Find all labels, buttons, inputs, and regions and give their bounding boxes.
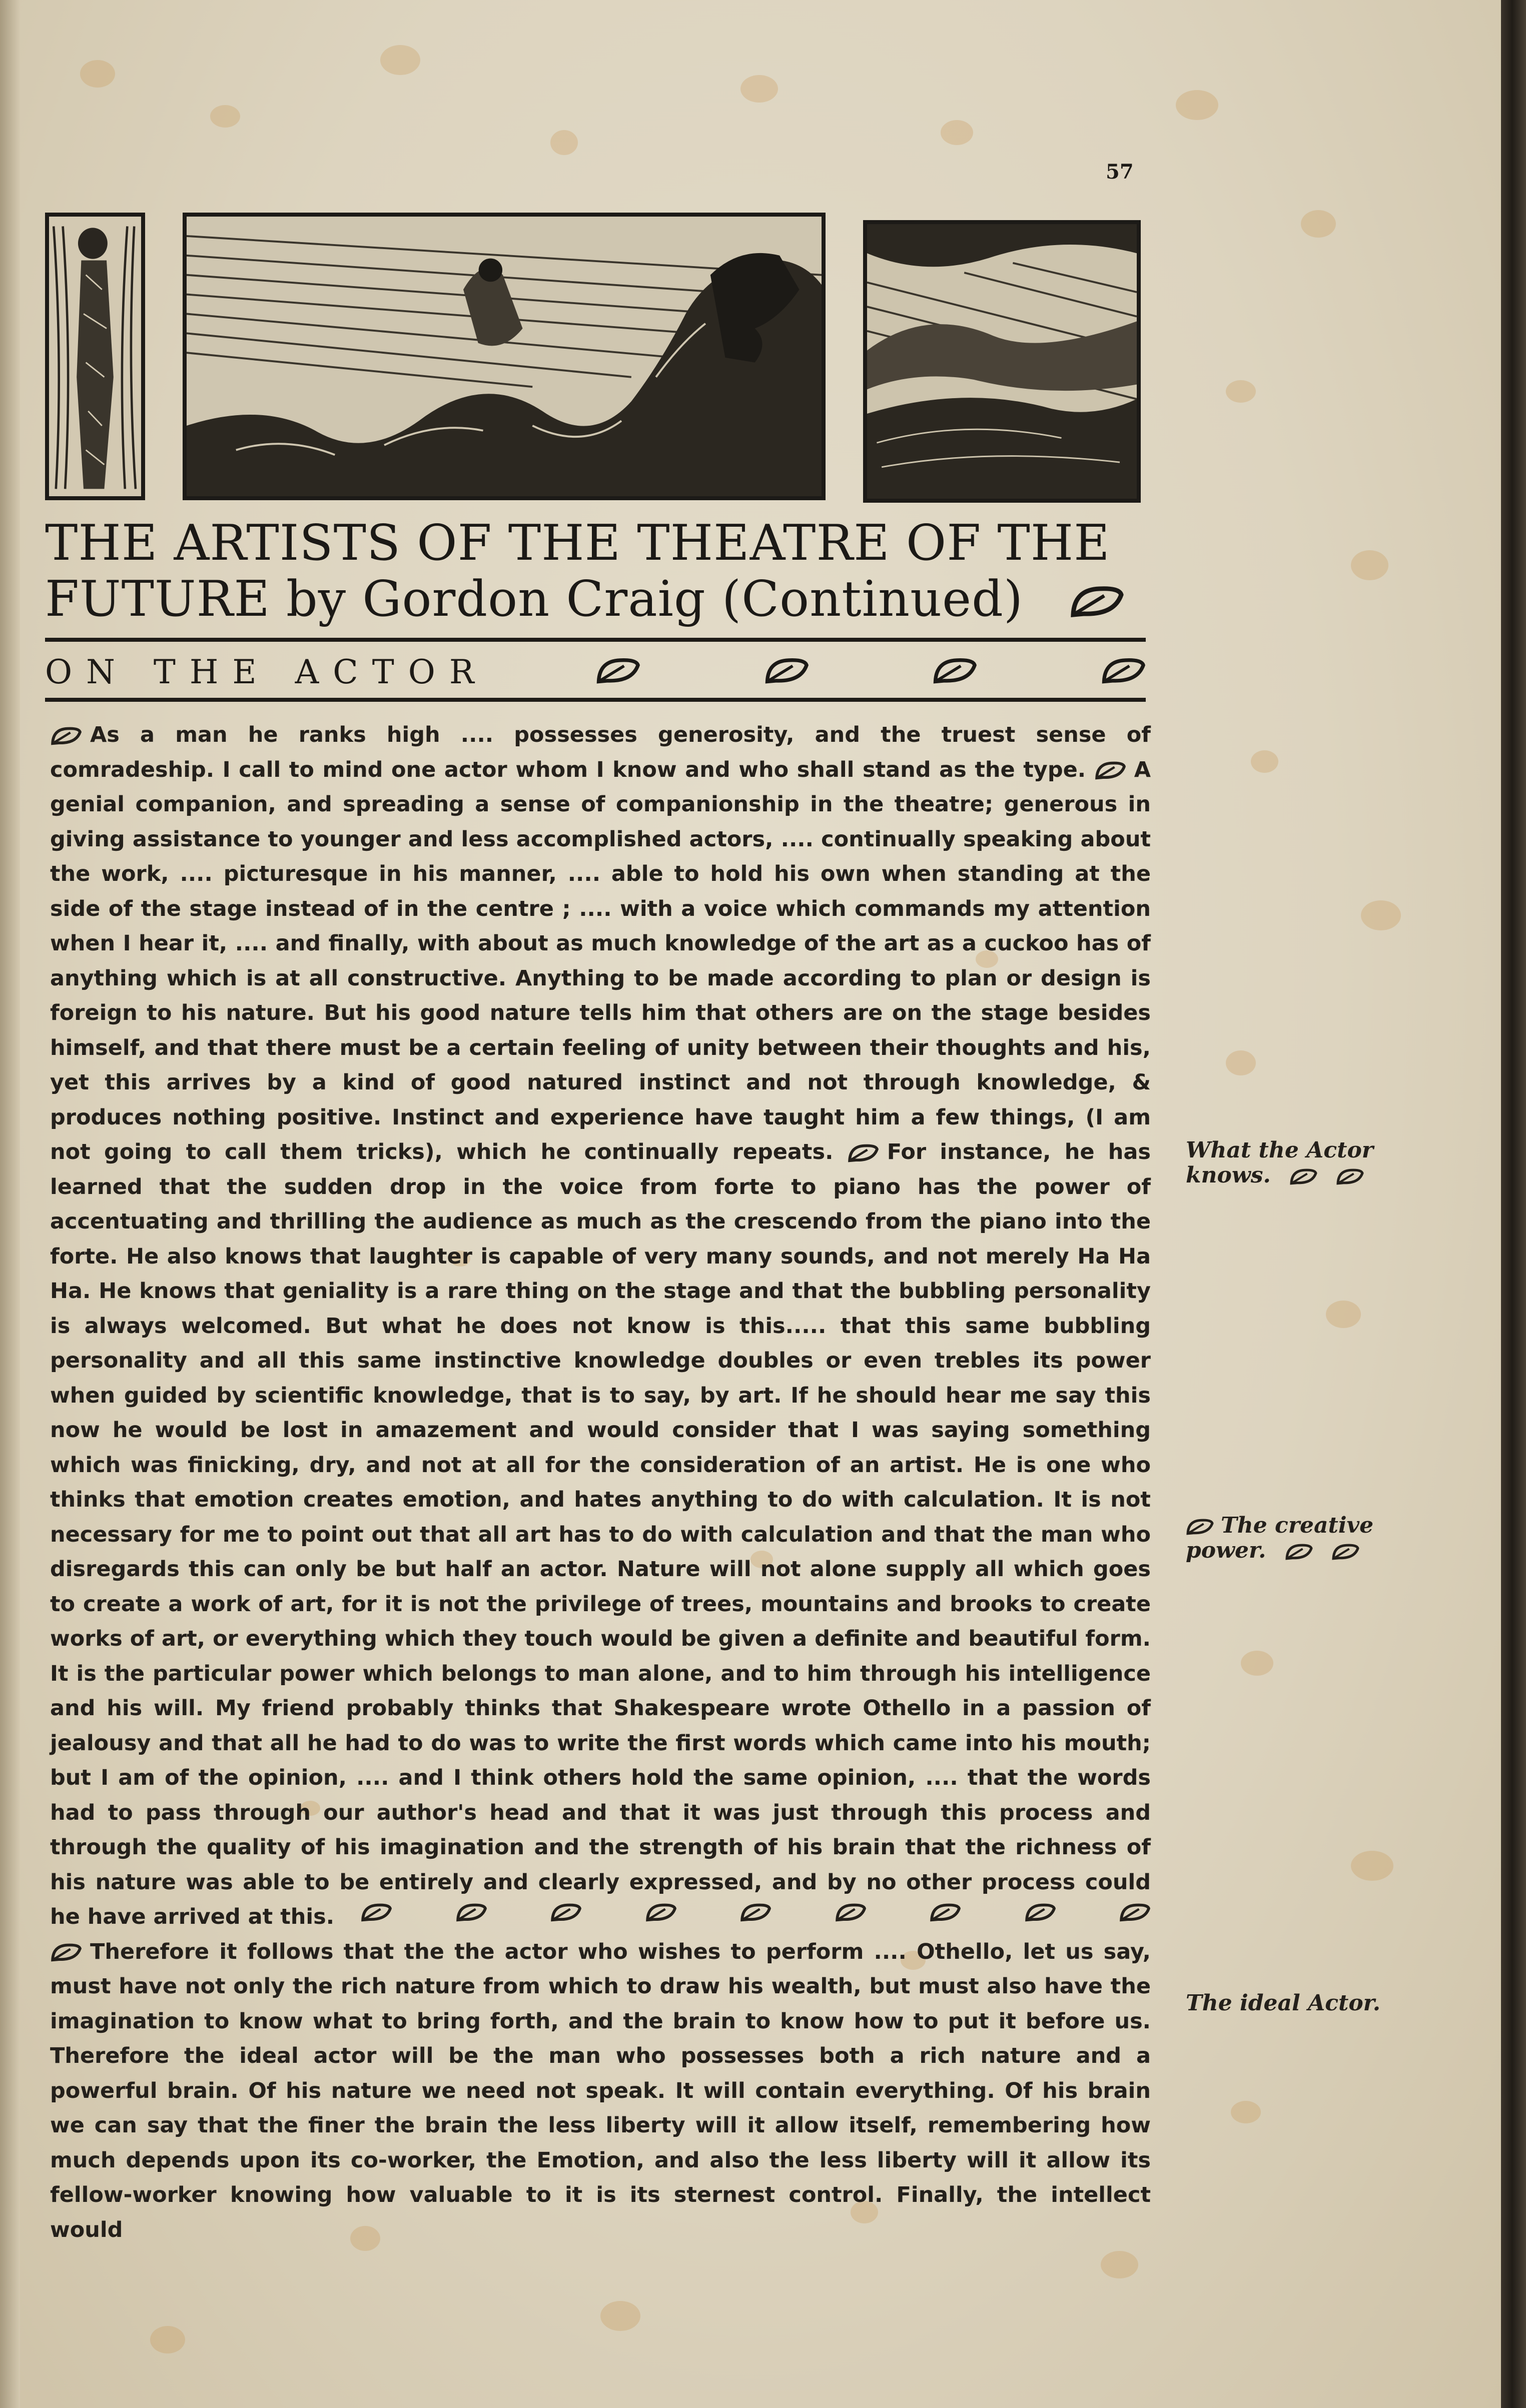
section-heading-text: ON THE ACTOR — [45, 653, 488, 691]
leaf-ornament-icon — [739, 1903, 772, 1923]
title-rule-top — [45, 638, 1146, 642]
leaf-ornament-icon — [1101, 657, 1146, 686]
leaf-ornament-icon — [835, 1903, 867, 1923]
leaf-ornament-icon — [932, 657, 977, 686]
leaf-ornament-icon — [1024, 1903, 1056, 1923]
leaf-ornament-icon — [50, 1943, 82, 1963]
leaf-ornament-icon — [1331, 1543, 1359, 1561]
leaf-ornament-icon — [1285, 1543, 1313, 1561]
body-paragraph-2-text: Therefore it follows that the the actor who wishes to perform .... Othello, let us say, must have not only the rich nature from which to draw his wealth, but must also have the imagination to know what to bring forth, and the brain to know how to put it before us. Therefore the ideal actor will be the man who possesses both a rich nature and a powerful brain. Of his nature we need not speak. It will contain everything. Of his brain we can say that the finer the brain the less liberty will it allow itself, remembering how much depends upon its co-worker, the Emotion, and also the less liberty will it allow its fellow-worker knowing how valuable to it is its sternest control. Finally, the intellect would — [50, 1939, 1151, 2242]
body-sentence-2: A genial companion, and spreading a sense of companionship in the theatre; generous in giving assistance to younger and less accomplished actors, .... continually speaking about the work, .... picturesque in his manner, .... able to hold his own when standing at the side of the stage instead of in the centre ; .... with a voice which commands my attention when I hear it, .... and finally, with about as much knowledge of the art as a cuckoo has of anything which is at all constructive. Anything to be made according to plan or design is foreign to his nature. But his good nature tells him that others are on the stage besides himself, and that there must be a certain feeling of unity between their thoughts and his, yet this arrives by a kind of good natured instinct and not through knowledge, & produces nothing positive. Instinct and experience have taught him a few things, (I am not going to call them tricks), which he continually repeats. — [50, 757, 1151, 1164]
margin-note-ideal-actor-text: The ideal Actor. — [1186, 1990, 1381, 2016]
body-paragraph-2 — [50, 1935, 1151, 2248]
leaf-ornament-icon — [1069, 575, 1124, 631]
leaf-ornament-icon — [360, 1903, 392, 1923]
margin-note-ideal-actor — [1186, 1991, 1396, 2016]
woodcut-dragon-rider-image — [183, 213, 826, 500]
title-line-2-text: FUTURE by Gordon Craig (Continued) — [45, 571, 1024, 628]
leaf-ornament-icon — [1094, 761, 1126, 781]
section-heading — [45, 653, 1146, 693]
book-spine — [1501, 0, 1526, 2408]
body-sentence-1: As a man he ranks high .... possesses generosity, and the truest sense of comradeship. I call to mind one actor whom I know and who shall stand as the type. — [50, 722, 1151, 782]
leaf-ornament-icon — [847, 1143, 879, 1163]
leaf-ornament-icon — [1336, 1168, 1364, 1186]
section-leaves — [595, 657, 1146, 686]
article-title — [45, 515, 1146, 631]
margin-note-creative-power-text: The creative power. — [1186, 1513, 1374, 1563]
section-rule-bottom — [45, 698, 1146, 702]
paragraph-end-leaves — [360, 1903, 1151, 1935]
leaf-ornament-icon — [595, 657, 640, 686]
leaf-ornament-icon — [1119, 1903, 1151, 1923]
leaf-ornament-icon — [764, 657, 809, 686]
leaf-ornament-icon — [455, 1903, 487, 1923]
leaf-ornament-icon — [1289, 1168, 1317, 1186]
leaf-ornament-icon — [1186, 1518, 1214, 1536]
title-line-1: THE ARTISTS OF THE THEATRE OF THE — [45, 515, 1110, 572]
margin-note-actor-knows — [1186, 1138, 1396, 1188]
leaf-ornament-icon — [645, 1903, 677, 1923]
woodcut-landscape-image — [863, 220, 1141, 503]
page-number: 57 — [1106, 160, 1134, 184]
body-paragraph-1 — [50, 718, 1151, 1935]
body-sentence-3: For instance, he has learned that the sudden drop in the voice from forte to piano has the power of accentuating and thrilling the audience as much as the crescendo from the piano into the forte. He also knows that laughter is capable of very many sounds, and not merely Ha Ha Ha. He knows that geniality is a rare thing on the stage and that the bubbling personality is always welcomed. But what he does not know is this..... that this same bubbling personality and all this same instinctive knowledge doubles or even trebles its power when guided by scientific knowledge, that is to say, by art. If he should hear me say this now he would be lost in amazement and would consider that I was saying something which was finicking, dry, and not at all for the consideration of an artist. He is one who thinks that emotion creates emotion, and hates anything to do with calculation. It is not necessary for me to point out that all art has to do with calculation and that the man who disregards this can only be but half an actor. Nature will not alone supply all which goes to create a work of art, for it is not the privilege of trees, mountains and brooks to create works of art, or everything which they touch would be given a definite and beautiful form. It is the particular power which belongs to man alone, and to him through his intelligence and his will. My friend probably thinks that Shakespeare wrote Othello in a passion of jealousy and that all he had to do was to write the first words which came into his mouth; but I am of the opinion, .... and I think others hold the same opinion, .... that the words had to pass through our author's head and that it was just through this process and through the quality of his imagination and the strength of his brain that the richness of his nature was able to be entirely and clearly expressed, and by no other process could he have arrived at this. — [50, 1139, 1151, 1929]
title-line-2 — [45, 571, 1146, 631]
article-body — [50, 718, 1151, 2247]
leaf-ornament-icon — [50, 726, 82, 746]
leaf-ornament-icon — [550, 1903, 582, 1923]
previous-page-edge — [0, 0, 20, 2408]
leaf-ornament-icon — [929, 1903, 961, 1923]
margin-note-creative-power — [1186, 1513, 1396, 1563]
margin-note-actor-knows-text: What the Actor knows. — [1186, 1137, 1373, 1188]
woodcut-figure-image — [45, 213, 145, 500]
